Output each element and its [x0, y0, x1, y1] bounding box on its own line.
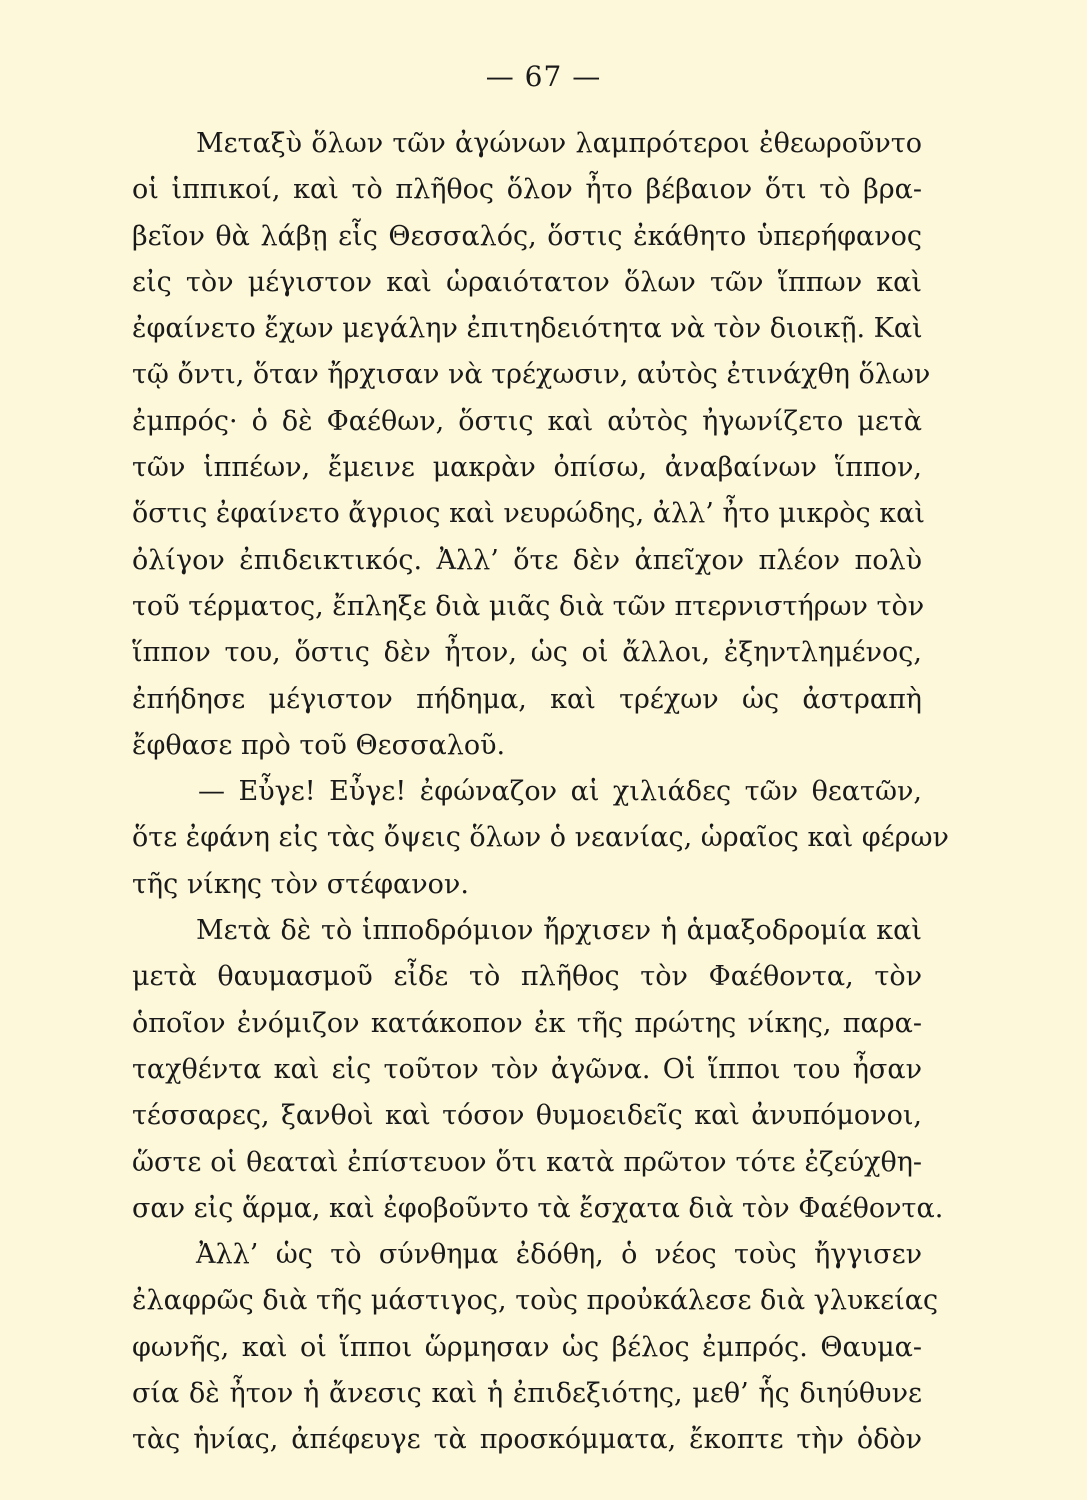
text-line: ἵππον του, ὅστις δὲν ἦτον, ὡς οἱ ἄλλοι, ἐξηντλημένος, — [132, 637, 922, 669]
text-line: οἱ ἱππικοί, καὶ τὸ πλῆθος ὅλον ἦτο βέβαιον ὅτι τὸ βρα- — [132, 174, 922, 206]
text-line: ὁποῖον ἐνόμιζον κατάκοπον ἐκ τῆς πρώτης νίκης, παρα- — [132, 1007, 922, 1039]
text-line: σία δὲ ἦτον ἡ ἄνεσις καὶ ἡ ἐπιδεξιότης, μεθ’ ἧς διηύθυνε — [132, 1378, 922, 1410]
text-line: ἐπήδησε μέγιστον πήδημα, καὶ τρέχων ὡς ἀστραπὴ — [132, 683, 922, 715]
text-line: φωνῆς, καὶ οἱ ἵπποι ὥρμησαν ὡς βέλος ἐμπρός. Θαυμα- — [132, 1331, 922, 1363]
page-number: — 67 — — [485, 60, 602, 93]
text-line: ὥστε οἱ θεαταὶ ἐπίστευον ὅτι κατὰ πρῶτον τότε ἐζεύχθη- — [132, 1146, 922, 1178]
text-line: ὀλίγον ἐπιδεικτικός. Ἀλλ’ ὅτε δὲν ἀπεῖχον πλέον πολὺ — [132, 544, 922, 576]
text-line: τοῦ τέρματος, ἔπληξε διὰ μιᾶς διὰ τῶν πτερνιστήρων τὸν — [132, 590, 925, 622]
text-line: Μετὰ δὲ τὸ ἱπποδρόμιον ἤρχισεν ἡ ἁμαξοδρομία καὶ — [196, 915, 922, 947]
text-line: σαν εἰς ἅρμα, καὶ ἐφοβοῦντο τὰ ἔσχατα διὰ τὸν Φαέθοντα. — [132, 1192, 944, 1224]
text-line: Μεταξὺ ὅλων τῶν ἀγώνων λαμπρότεροι ἐθεωροῦντο — [196, 128, 922, 159]
text-line: τὰς ἡνίας, ἀπέφευγε τὰ προσκόμματα, ἔκοπτε τὴν ὁδὸν — [132, 1424, 922, 1456]
text-line: Ἀλλ’ ὡς τὸ σύνθημα ἐδόθη, ὁ νέος τοὺς ἤγγισεν — [196, 1239, 922, 1271]
text-line: ἐλαφρῶς διὰ τῆς μάστιγος, τοὺς προὐκάλεσε διὰ γλυκείας — [132, 1285, 939, 1317]
text-line: ἐμπρός· ὁ δὲ Φαέθων, ὅστις καὶ αὐτὸς ἠγωνίζετο μετὰ — [132, 405, 922, 437]
text-line: ὅστις ἐφαίνετο ἄγριος καὶ νευρώδης, ἀλλ’ ἦτο μικρὸς καὶ — [132, 498, 925, 530]
text-line: τέσσαρες, ξανθοὶ καὶ τόσον θυμοειδεῖς καὶ ἀνυπόμονοι, — [132, 1100, 922, 1132]
body-text — [132, 121, 949, 1464]
text-line: ἐφαίνετο ἔχων μεγάλην ἐπιτηδειότητα νὰ τὸν διοικῇ. Καὶ — [132, 313, 923, 345]
text-line: εἰς τὸν μέγιστον καὶ ὡραιότατον ὅλων τῶν ἵππων καὶ — [132, 266, 922, 298]
text-line: τῷ ὄντι, ὅταν ἤρχισαν νὰ τρέχωσιν, αὐτὸς ἐτινάχθη ὅλων — [132, 359, 931, 391]
text-line: — Εὖγε! Εὖγε! ἐφώναζον αἱ χιλιάδες τῶν θεατῶν, — [198, 776, 922, 808]
text-line: ἔφθασε πρὸ τοῦ Θεσσαλοῦ. — [132, 729, 506, 761]
text-line: ταχθέντα καὶ εἰς τοῦτον τὸν ἀγῶνα. Οἱ ἵπποι του ἦσαν — [132, 1053, 922, 1085]
text-line: τῆς νίκης τὸν στέφανον. — [132, 868, 469, 900]
text-line: τῶν ἱππέων, ἔμεινε μακρὰν ὀπίσω, ἀναβαίνων ἵππον, — [132, 452, 922, 484]
text-line: ὅτε ἐφάνη εἰς τὰς ὄψεις ὅλων ὁ νεανίας, ὡραῖος καὶ φέρων — [132, 822, 949, 854]
text-line: βεῖον θὰ λάβῃ εἷς Θεσσαλός, ὅστις ἐκάθητο ὑπερήφανος — [132, 220, 922, 252]
text-line: μετὰ θαυμασμοῦ εἶδε τὸ πλῆθος τὸν Φαέθοντα, τὸν — [132, 961, 922, 993]
